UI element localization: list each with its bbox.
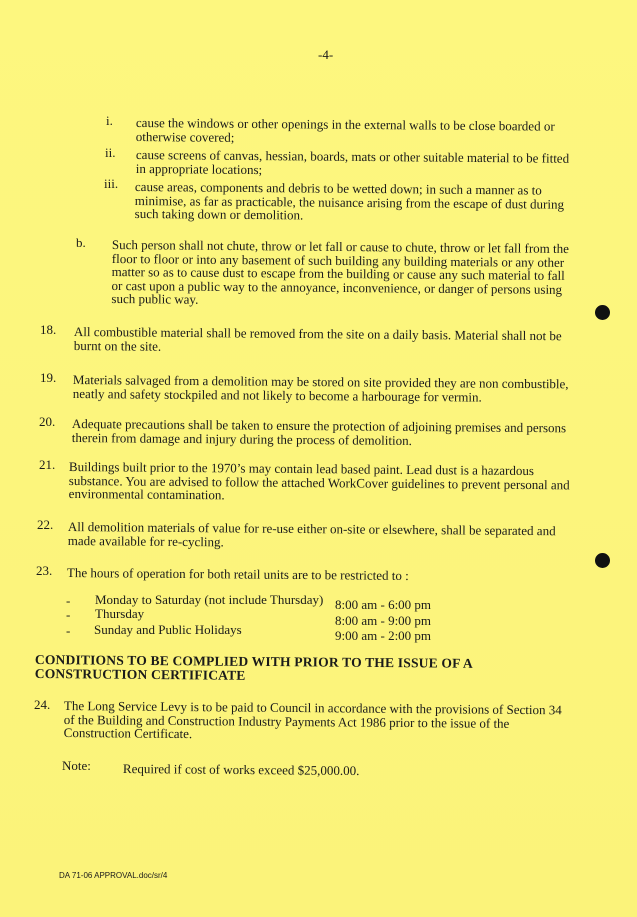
hours-time: 8:00 am - 6:00 pm — [335, 597, 432, 612]
sub-item-text: cause the windows or other openings in the external walls to be close boarded or otherwise covered; — [135, 115, 555, 145]
condition-number: 19. — [40, 370, 57, 385]
note-label: Note: — [62, 758, 91, 773]
sub-item-marker: iii. — [104, 176, 119, 191]
condition-text: All combustible material shall be removed from the site on a daily basis. Material shall not be burnt on the site. — [73, 324, 562, 354]
condition-text: Materials salvaged from a demolition may be stored on site provided they are non combustible, neatly and safety stockpiled and not likely to become a harbourage for vermin. — [72, 372, 569, 405]
item-b-marker: b. — [76, 235, 86, 250]
hours-dash: - — [66, 623, 71, 638]
punch-hole — [595, 553, 610, 568]
punch-hole — [595, 305, 610, 320]
condition-text: Adequate precautions shall be taken to ensure the protection of adjoining premises and persons therein from damage and injury during the process of demolition. — [71, 416, 567, 448]
hours-day: Monday to Saturday (not include Thursday) — [95, 592, 324, 607]
condition-text: All demolition materials of value for re-use either on-site or elsewhere, shall be separated and made available for re-cycling. — [67, 519, 556, 549]
condition-number: 23. — [36, 563, 53, 578]
hours-dash: - — [66, 607, 71, 622]
condition-text: Buildings built prior to the 1970’s may contain lead based paint. Lead dust is a hazardous substance. You are advised to follow the attached WorkCover guidelines to prevent personal and environmental contamination. — [68, 459, 570, 503]
section-heading: CONDITIONS TO BE COMPLIED WITH PRIOR TO THE ISSUE OF A CONSTRUCTION CERTIFICATE — [34, 652, 473, 683]
sub-item-marker: i. — [106, 113, 113, 128]
condition-number: 20. — [39, 414, 56, 429]
note-text: Required if cost of works exceed $25,000.00. — [122, 761, 360, 779]
hours-day: Sunday and Public Holidays — [94, 622, 242, 637]
sub-item-text: cause screens of canvas, hessian, boards, mats or other suitable material to be fitted in appropriate locations; — [135, 147, 570, 177]
condition-text: The hours of operation for both retail units are to be restricted to : — [66, 565, 409, 583]
condition-number: 21. — [39, 457, 56, 472]
footer-filename: DA 71-06 APPROVAL.doc/sr/4 — [59, 871, 168, 880]
sub-item-marker: ii. — [105, 145, 116, 160]
condition-number: 24. — [34, 697, 51, 712]
hours-time: 9:00 am - 2:00 pm — [335, 628, 432, 643]
hours-time: 8:00 am - 9:00 pm — [335, 613, 432, 628]
hours-day: Thursday — [95, 606, 145, 621]
item-b-text: Such person shall not chute, throw or let fall or cause to chute, throw or let fall from the floor to floor or into any basement of such building any building materials or any other matter so as to cause dust to escape from the building or cause any such material to fall or cast upon a public way to the annoyance, inconvenience, or danger of persons using such public way. — [111, 237, 570, 307]
hours-dash: - — [66, 593, 71, 608]
condition-number: 18. — [40, 322, 57, 337]
condition-text: The Long Service Levy is to be paid to Council in accordance with the provisions of Section 34 of the Building and Construction Industry Payments Act 1986 prior to the issue of the Construction Certificate. — [63, 698, 562, 742]
sub-item-text: cause areas, components and debris to be wetted down; in such a manner as to minimise, as far as practicable, the nuisance arising from the escape of dust during such taking down or demolition. — [134, 179, 565, 223]
condition-number: 22. — [37, 517, 54, 532]
page-number: -4- — [318, 47, 334, 62]
